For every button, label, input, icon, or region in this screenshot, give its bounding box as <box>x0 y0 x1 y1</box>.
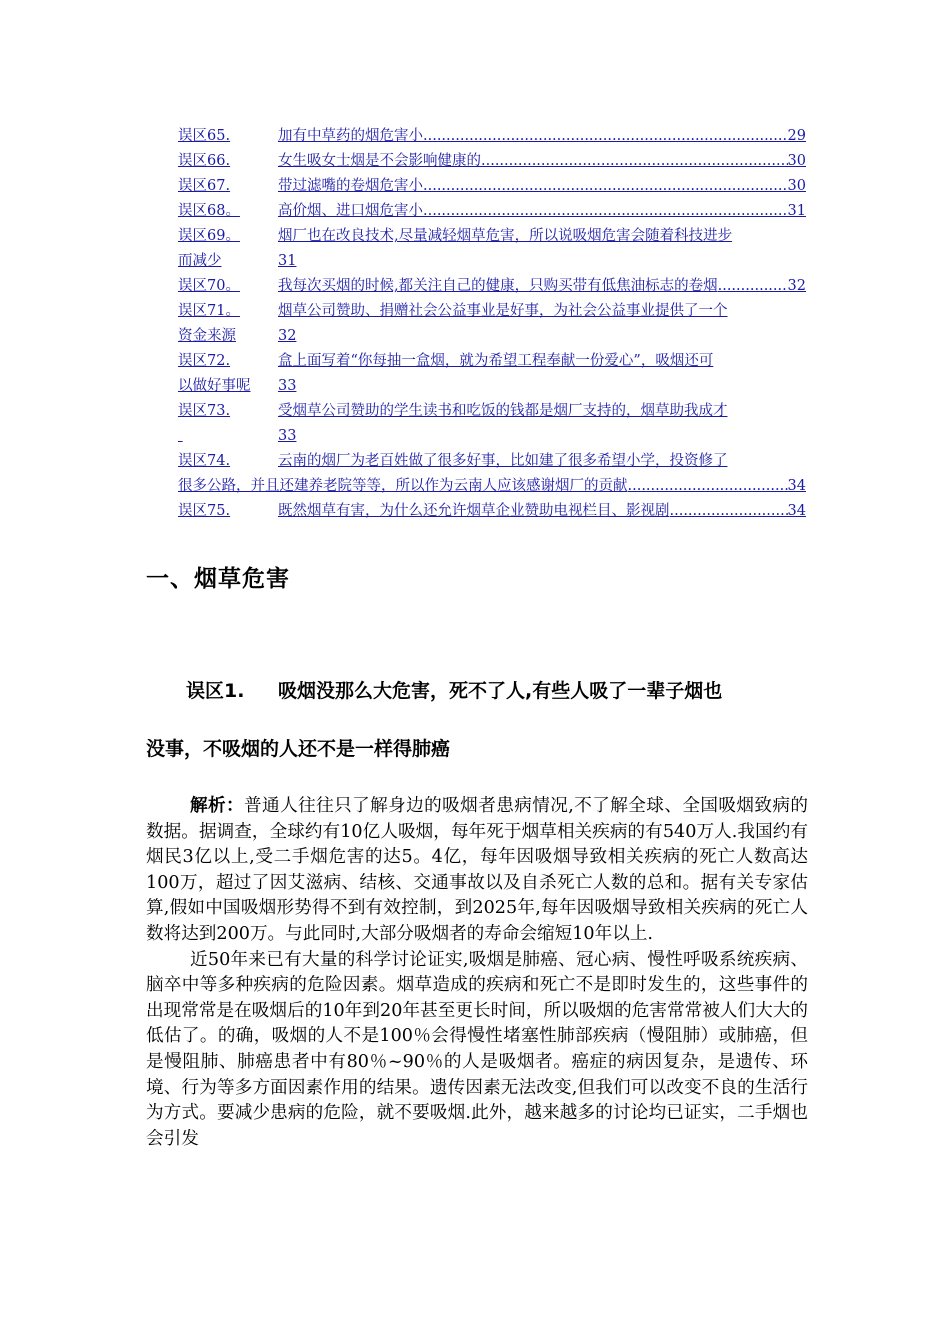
toc-leader <box>718 274 788 299</box>
toc-entry[interactable] <box>178 174 806 199</box>
toc-page-number: 32 <box>278 328 297 344</box>
toc-link[interactable] <box>178 399 806 449</box>
toc-page-number: 33 <box>278 428 297 444</box>
toc-entry[interactable] <box>178 274 806 299</box>
toc-entry[interactable] <box>178 449 806 499</box>
toc-link[interactable] <box>178 174 806 199</box>
toc-link[interactable] <box>178 499 806 524</box>
toc-page-number: 32 <box>787 278 806 294</box>
toc-title: 高价烟、进口烟危害小 <box>278 203 423 219</box>
toc-page-number: 33 <box>278 378 297 394</box>
toc-title: 既然烟草有害，为什么还允许烟草企业赞助电视栏目、影视剧 <box>278 503 670 519</box>
toc-link[interactable] <box>178 299 806 349</box>
analysis-lead: 解析： <box>190 796 245 816</box>
toc-title: 带过滤嘴的卷烟危害小 <box>278 178 423 194</box>
toc-number: 误区75. <box>178 503 231 519</box>
toc-continuation <box>178 424 278 449</box>
toc-number: 误区73. <box>178 403 231 419</box>
toc-entry[interactable] <box>178 224 806 274</box>
table-of-contents <box>178 124 806 524</box>
toc-link[interactable] <box>178 149 806 174</box>
toc-title: 受烟草公司赞助的学生读书和吃饭的钱都是烟厂支持的，烟草助我成才 <box>278 403 728 419</box>
toc-page-number: 31 <box>278 253 297 269</box>
section-heading: 一、烟草危害 <box>146 566 290 592</box>
toc-leader <box>423 199 788 224</box>
toc-number: 误区66. <box>178 153 231 169</box>
toc-link[interactable] <box>178 349 806 399</box>
myth-label: 误区1. <box>186 680 245 702</box>
toc-number: 误区65. <box>178 128 231 144</box>
toc-number: 误区67. <box>178 178 231 194</box>
toc-link[interactable] <box>178 274 806 299</box>
analysis-text-1: 普通人往往只了解身边的吸烟者患病情况,不了解全球、全国吸烟致病的数据。据调查，全球约有10亿人吸烟，每年死于烟草相关疾病的有540万人.我国约有烟民3亿以上,受二手烟危害的达5。4亿，每年因吸烟导致相关疾病的死亡人数高达100万，超过了因艾滋病、结核、交通事故以及自杀死亡人数的总和。据有关专家估算,假如中国吸烟形势得不到有效控制，到2025年,每年因吸烟导致相关疾病的死亡人数将达到200万。与此同时,大部分吸烟者的寿命会缩短10年以上. <box>146 796 808 944</box>
toc-number: 误区68。 <box>178 203 240 219</box>
myth-title-line2: 没事，不吸烟的人还不是一样得肺癌 <box>146 738 451 760</box>
myth-heading <box>146 676 806 764</box>
toc-number: 误区74. <box>178 453 231 469</box>
analysis-paragraph-1 <box>146 794 808 948</box>
toc-continuation: 资金来源 <box>178 328 236 344</box>
toc-title: 女生吸女士烟是不会影响健康的 <box>278 153 481 169</box>
toc-title: 加有中草药的烟危害小 <box>278 128 423 144</box>
toc-page-number: 31 <box>787 203 806 219</box>
toc-leader <box>423 174 788 199</box>
toc-title: 云南的烟厂为老百姓做了很多好事，比如建了很多希望小学，投资修了 <box>278 453 728 469</box>
toc-link[interactable] <box>178 224 806 274</box>
toc-leader <box>628 474 788 499</box>
toc-title: 盒上面写着“你每抽一盒烟，就为希望工程奉献一份爱心”，吸烟还可 <box>278 353 714 369</box>
toc-entry[interactable] <box>178 399 806 449</box>
toc-link[interactable] <box>178 449 806 499</box>
toc-entry[interactable] <box>178 124 806 149</box>
toc-leader <box>670 499 788 524</box>
toc-leader <box>423 124 788 149</box>
toc-entry[interactable] <box>178 349 806 399</box>
toc-continuation: 以做好事呢 <box>178 378 251 394</box>
toc-continuation: 而减少 <box>178 253 222 269</box>
analysis-paragraph-2: 近50年来已有大量的科学讨论证实,吸烟是肺癌、冠心病、慢性呼吸系统疾病、脑卒中等多种疾病的危险因素。烟草造成的疾病和死亡不是即时发生的，这些事件的出现常常是在吸烟后的10年到20年甚至更长时间，所以吸烟的危害常常被人们大大的低估了。的确，吸烟的人不是100％会得慢性堵塞性肺部疾病（慢阻肺）或肺癌，但是慢阻肺、肺癌患者中有80％~90％的人是吸烟者。癌症的病因复杂，是遗传、环境、行为等多方面因素作用的结果。遗传因素无法改变,但我们可以改变不良的生活行为方式。要减少患病的危险，就不要吸烟.此外，越来越多的讨论均已证实，二手烟也会引发 <box>146 949 808 1149</box>
toc-number: 误区69。 <box>178 228 240 244</box>
toc-link[interactable] <box>178 124 806 149</box>
toc-entry[interactable] <box>178 149 806 174</box>
toc-entry[interactable] <box>178 199 806 224</box>
toc-entry[interactable] <box>178 299 806 349</box>
toc-leader <box>481 149 788 174</box>
analysis-body <box>146 794 808 1152</box>
toc-title: 我每次买烟的时候,都关注自己的健康，只购买带有低焦油标志的卷烟 <box>278 278 718 294</box>
toc-number: 误区70。 <box>178 278 240 294</box>
toc-number: 误区72. <box>178 353 231 369</box>
toc-page-number: 34 <box>787 478 806 494</box>
toc-number: 误区71。 <box>178 303 240 319</box>
toc-title: 烟厂也在改良技术,尽量减轻烟草危害，所以说吸烟危害会随着科技进步 <box>278 228 733 244</box>
myth-title-line1: 吸烟没那么大危害，死不了人,有些人吸了一辈子烟也 <box>278 680 723 702</box>
toc-page-number: 34 <box>787 503 806 519</box>
toc-page-number: 30 <box>787 153 806 169</box>
toc-entry[interactable] <box>178 499 806 524</box>
toc-title: 烟草公司赞助、捐赠社会公益事业是好事，为社会公益事业提供了一个 <box>278 303 728 319</box>
toc-link[interactable] <box>178 199 806 224</box>
toc-page-number: 30 <box>787 178 806 194</box>
toc-continuation: 很多公路，并且还建养老院等等，所以作为云南人应该感谢烟厂的贡献 <box>178 478 628 494</box>
toc-page-number: 29 <box>787 128 806 144</box>
